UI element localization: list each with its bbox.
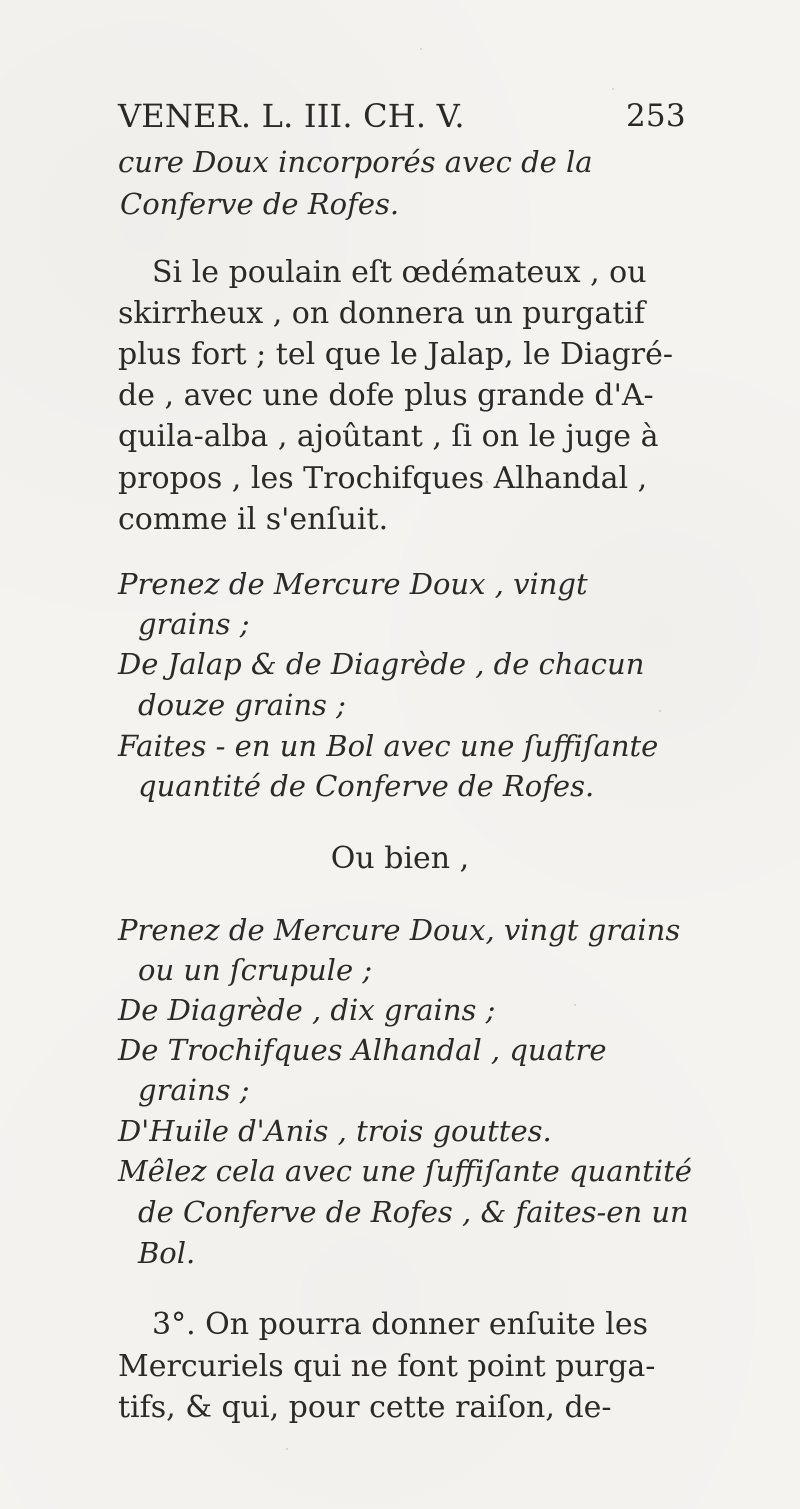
prescription-line: De Jalap & de Diagrède , de chacun (118, 647, 645, 681)
prescription-line: de Conferve de Rofes , & faites-en un (138, 1195, 689, 1229)
text-line: plus fort ; tel que le Jalap, le Diagré- (118, 337, 673, 372)
text-line: cure Doux incorporés avec de la (118, 145, 593, 179)
paper-speck (612, 88, 614, 90)
prescription-line: Prenez de Mercure Doux , vingt (118, 567, 588, 601)
prescription-line: Mêlez cela avec une ſuffiſante quantité (118, 1154, 692, 1188)
paper-speck (659, 710, 661, 712)
paper-speck (574, 1004, 576, 1006)
text-line: tifs, & qui, pour cette raiſon, de- (118, 1390, 612, 1425)
text-line: de , avec une dofe plus grande d'A- (118, 378, 654, 413)
prescription-line: ou un ſcrupule ; (138, 953, 373, 987)
text-line: Mercuriels qui ne font point purga- (118, 1349, 656, 1384)
paper-speck (286, 1448, 288, 1450)
prescription-line: douze grains ; (138, 688, 346, 722)
prescription-line: quantité de Conferve de Rofes. (138, 769, 595, 803)
text-line: quila-alba , ajoûtant , ſi on le juge à (118, 419, 659, 454)
alternative-heading: Ou bien , (330, 841, 470, 876)
prescription-line: Faites - en un Bol avec une ſuffiſante (118, 729, 659, 763)
text-line: propos , les Trochifques Alhandal , (118, 461, 648, 496)
running-header: VENER. L. III. CH. V. (118, 97, 465, 135)
text-line: Conferve de Rofes. (120, 187, 400, 221)
prescription-line: grains ; (138, 607, 250, 641)
text-line: comme il s'enſuit. (118, 502, 389, 537)
text-line: Si le poulain eſt œdémateux , ou (152, 255, 647, 290)
prescription-line: D'Huile d'Anis , trois gouttes. (118, 1114, 552, 1148)
text-line: skirrheux , on donnera un purgatif (118, 296, 646, 331)
prescription-line: De Trochifques Alhandal , quatre (118, 1033, 607, 1067)
prescription-line: De Diagrède , dix grains ; (118, 993, 496, 1027)
prescription-line: Bol. (138, 1236, 196, 1270)
prescription-line: Prenez de Mercure Doux, vingt grains (118, 913, 681, 947)
prescription-line: grains ; (138, 1073, 250, 1107)
page-number: 253 (626, 98, 686, 134)
paper-speck (420, 48, 422, 50)
text-line: 3°. On pourra donner enſuite les (152, 1307, 649, 1342)
